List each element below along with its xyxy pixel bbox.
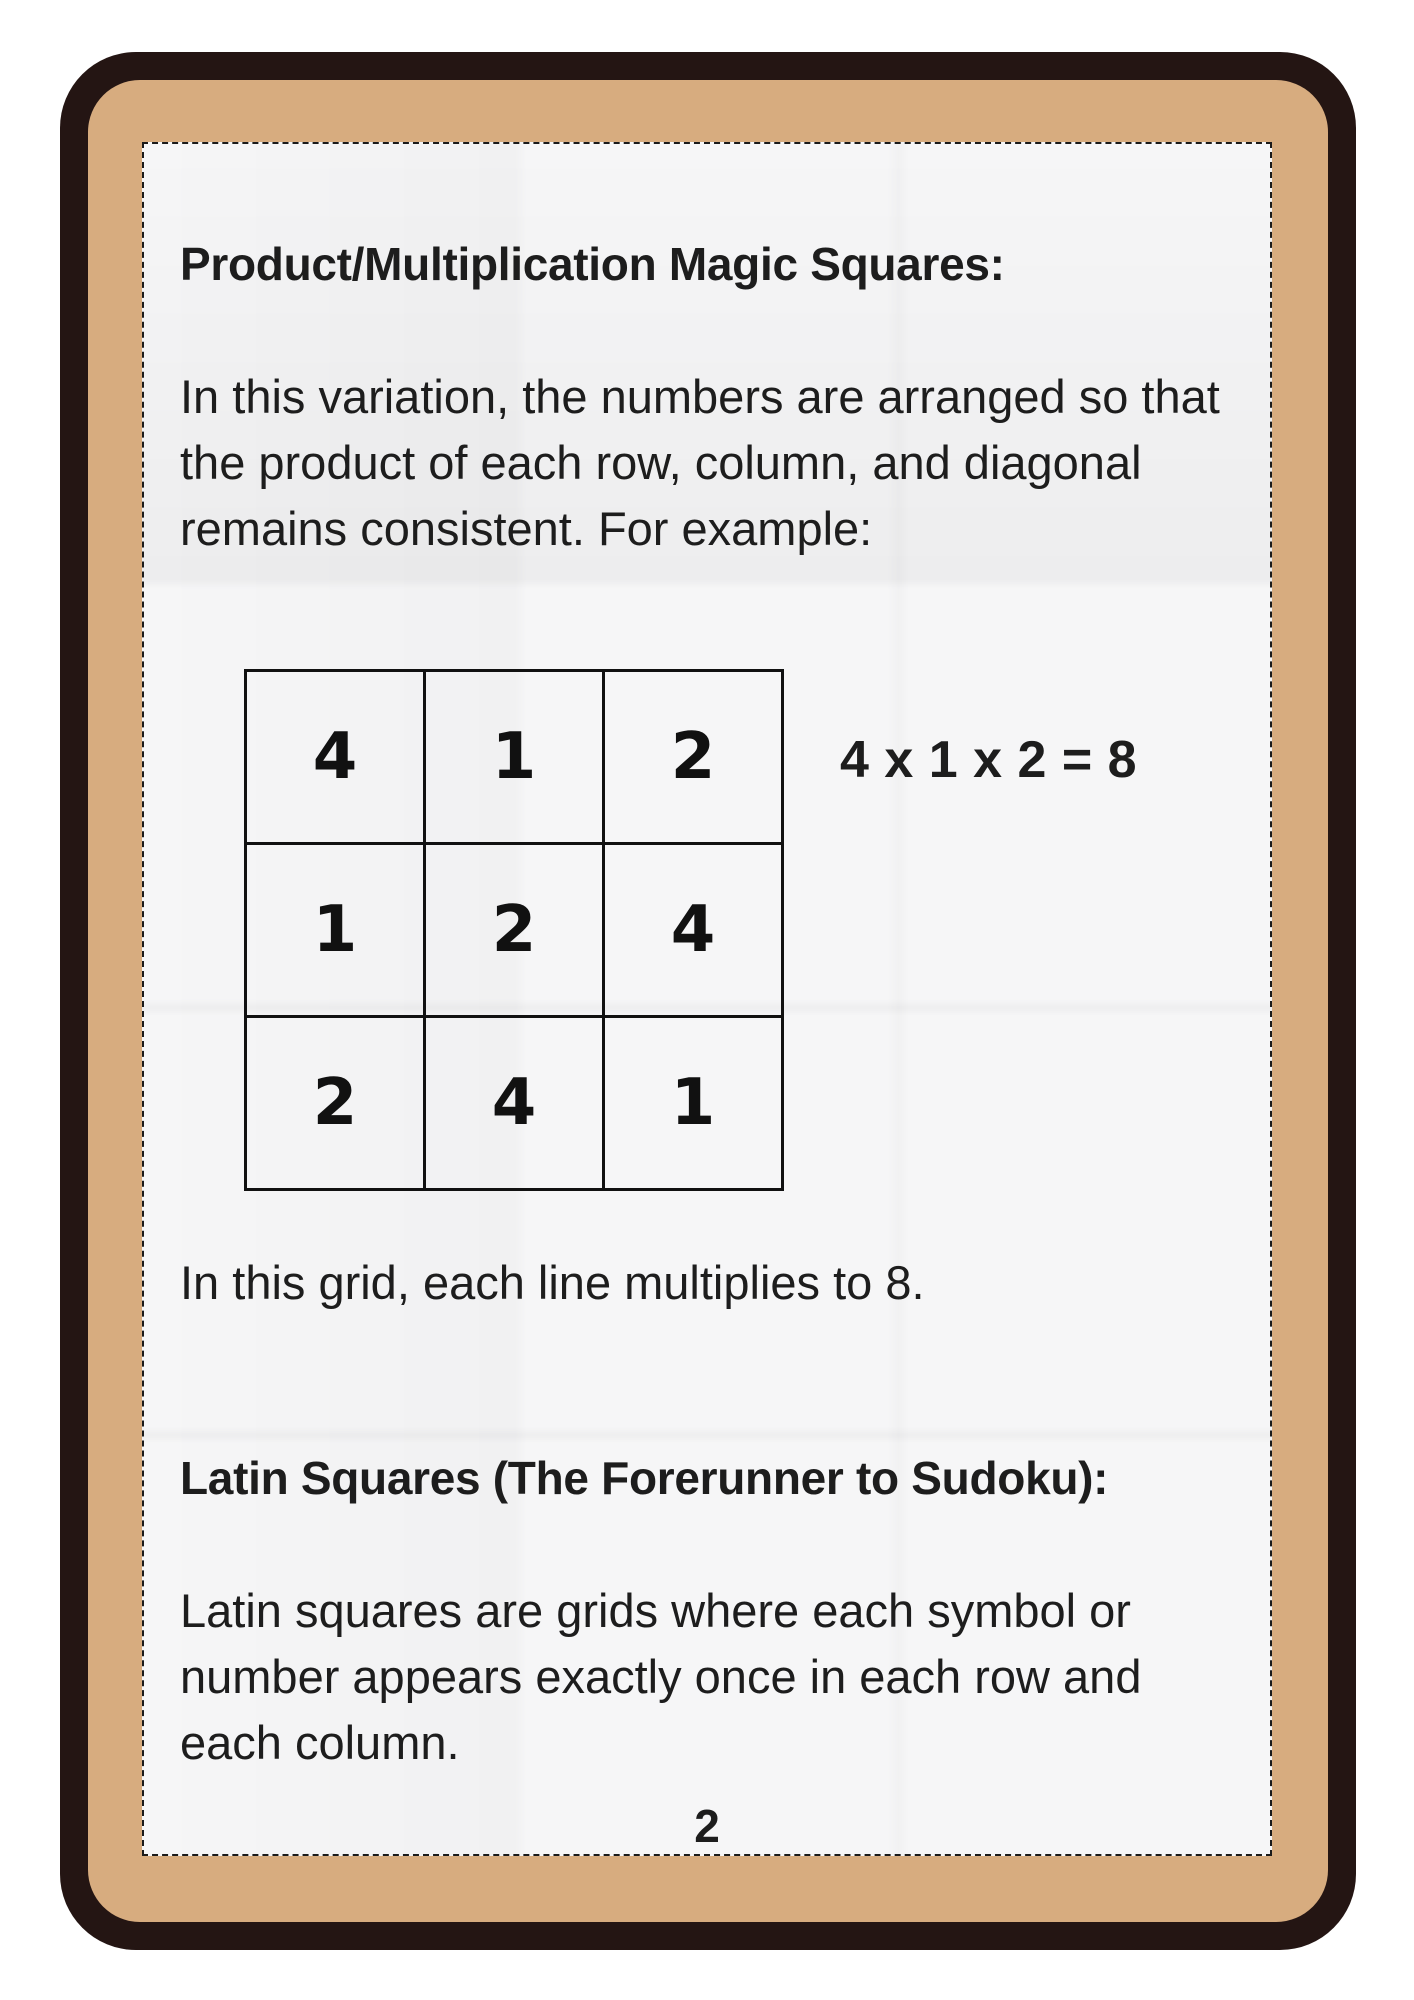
- grid-cell: 4: [246, 671, 425, 844]
- grid-note: In this grid, each line multiplies to 8.: [180, 1256, 925, 1309]
- grid-row: [246, 844, 783, 1017]
- page-number: 2: [694, 1800, 720, 1852]
- grid-cell: 4: [604, 844, 783, 1017]
- grid-cell: 4: [425, 1017, 604, 1190]
- grid-cell: 2: [604, 671, 783, 844]
- section-heading-latin-squares: Latin Squares (The Forerunner to Sudoku):: [180, 1452, 1109, 1504]
- latin-squares-description: Latin squares are grids where each symbol or number appears exactly once in each row and each column.: [180, 1584, 1142, 1769]
- grid-row: [246, 671, 783, 844]
- section-heading-magic-squares: Product/Multiplication Magic Squares:: [180, 238, 1005, 290]
- grid-cell: 1: [246, 844, 425, 1017]
- grid-cell: 2: [246, 1017, 425, 1190]
- magic-square-grid: [244, 669, 784, 1191]
- product-equation: 4 x 1 x 2 = 8: [840, 731, 1138, 789]
- grid-cell: 2: [425, 844, 604, 1017]
- grid-row: [246, 1017, 783, 1190]
- magic-squares-description: In this variation, the numbers are arranged so that the product of each row, column, and diagonal remains consistent. For example:: [180, 370, 1220, 555]
- grid-cell: 1: [604, 1017, 783, 1190]
- grid-cell: 1: [425, 671, 604, 844]
